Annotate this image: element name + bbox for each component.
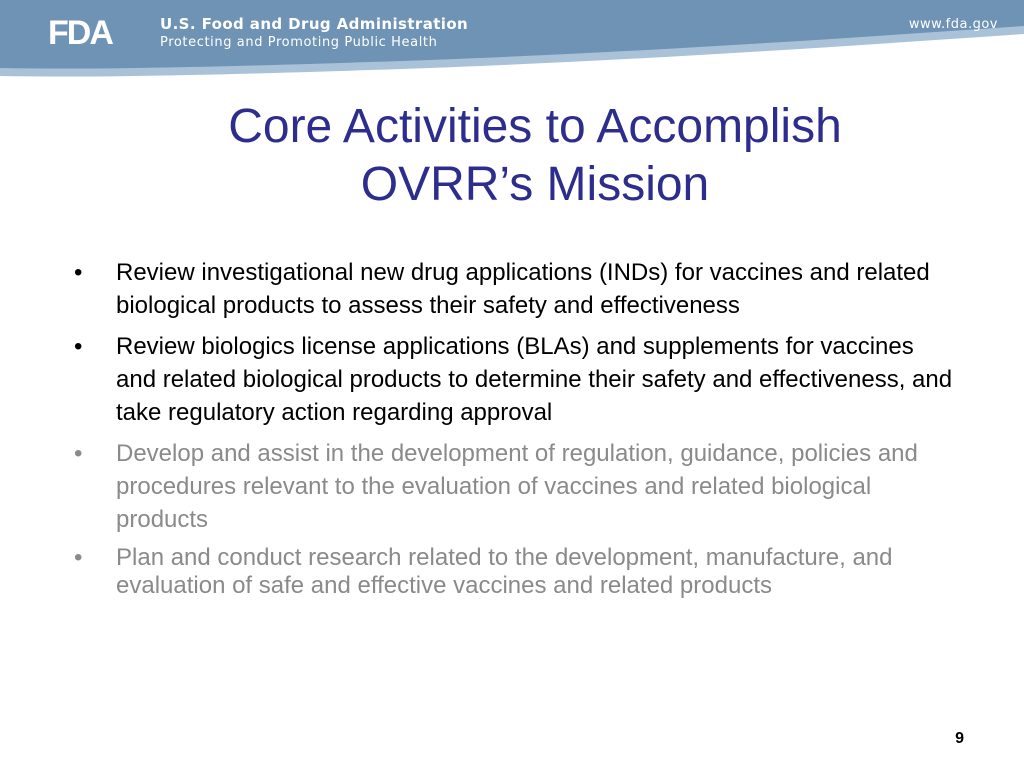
bullet-item (74, 330, 954, 429)
website-url: www.fda.gov (908, 17, 998, 32)
agency-tagline: Protecting and Promoting Public Health (160, 35, 438, 50)
agency-name: U.S. Food and Drug Administration (160, 15, 469, 33)
bullet-marker: • (74, 440, 83, 467)
title-line-2: OVRR’s Mission (360, 158, 710, 211)
bullet-text: Review investigational new drug applications (INDs) for vaccines and related biological products to assess their safety and effectiveness (116, 259, 930, 319)
bullet-list (74, 256, 954, 608)
bullet-text: Review biologics license applications (BLAs) and supplements for vaccines and related biological products to determine their safety and effectiveness, and take regulatory action regarding approval (116, 333, 953, 426)
title-line-1: Core Activities to Accomplish (228, 100, 842, 153)
bullet-item (74, 256, 954, 322)
header-banner (0, 0, 1024, 95)
bullet-item (74, 437, 954, 536)
bullet-marker: • (74, 544, 83, 571)
bullet-text: Plan and conduct research related to the development, manufacture, and evaluation of safe and effective vaccines and related products (116, 544, 893, 599)
banner-background (0, 0, 1024, 95)
page-number: 9 (955, 730, 964, 747)
slide-title (120, 98, 950, 214)
bullet-text: Develop and assist in the development of regulation, guidance, policies and procedures relevant to the evaluation of vaccines and related biological products (116, 440, 918, 533)
bullet-marker: • (74, 259, 83, 286)
bullet-marker: • (74, 333, 83, 360)
bullet-item (74, 544, 954, 600)
fda-logo: FDA (48, 14, 112, 52)
